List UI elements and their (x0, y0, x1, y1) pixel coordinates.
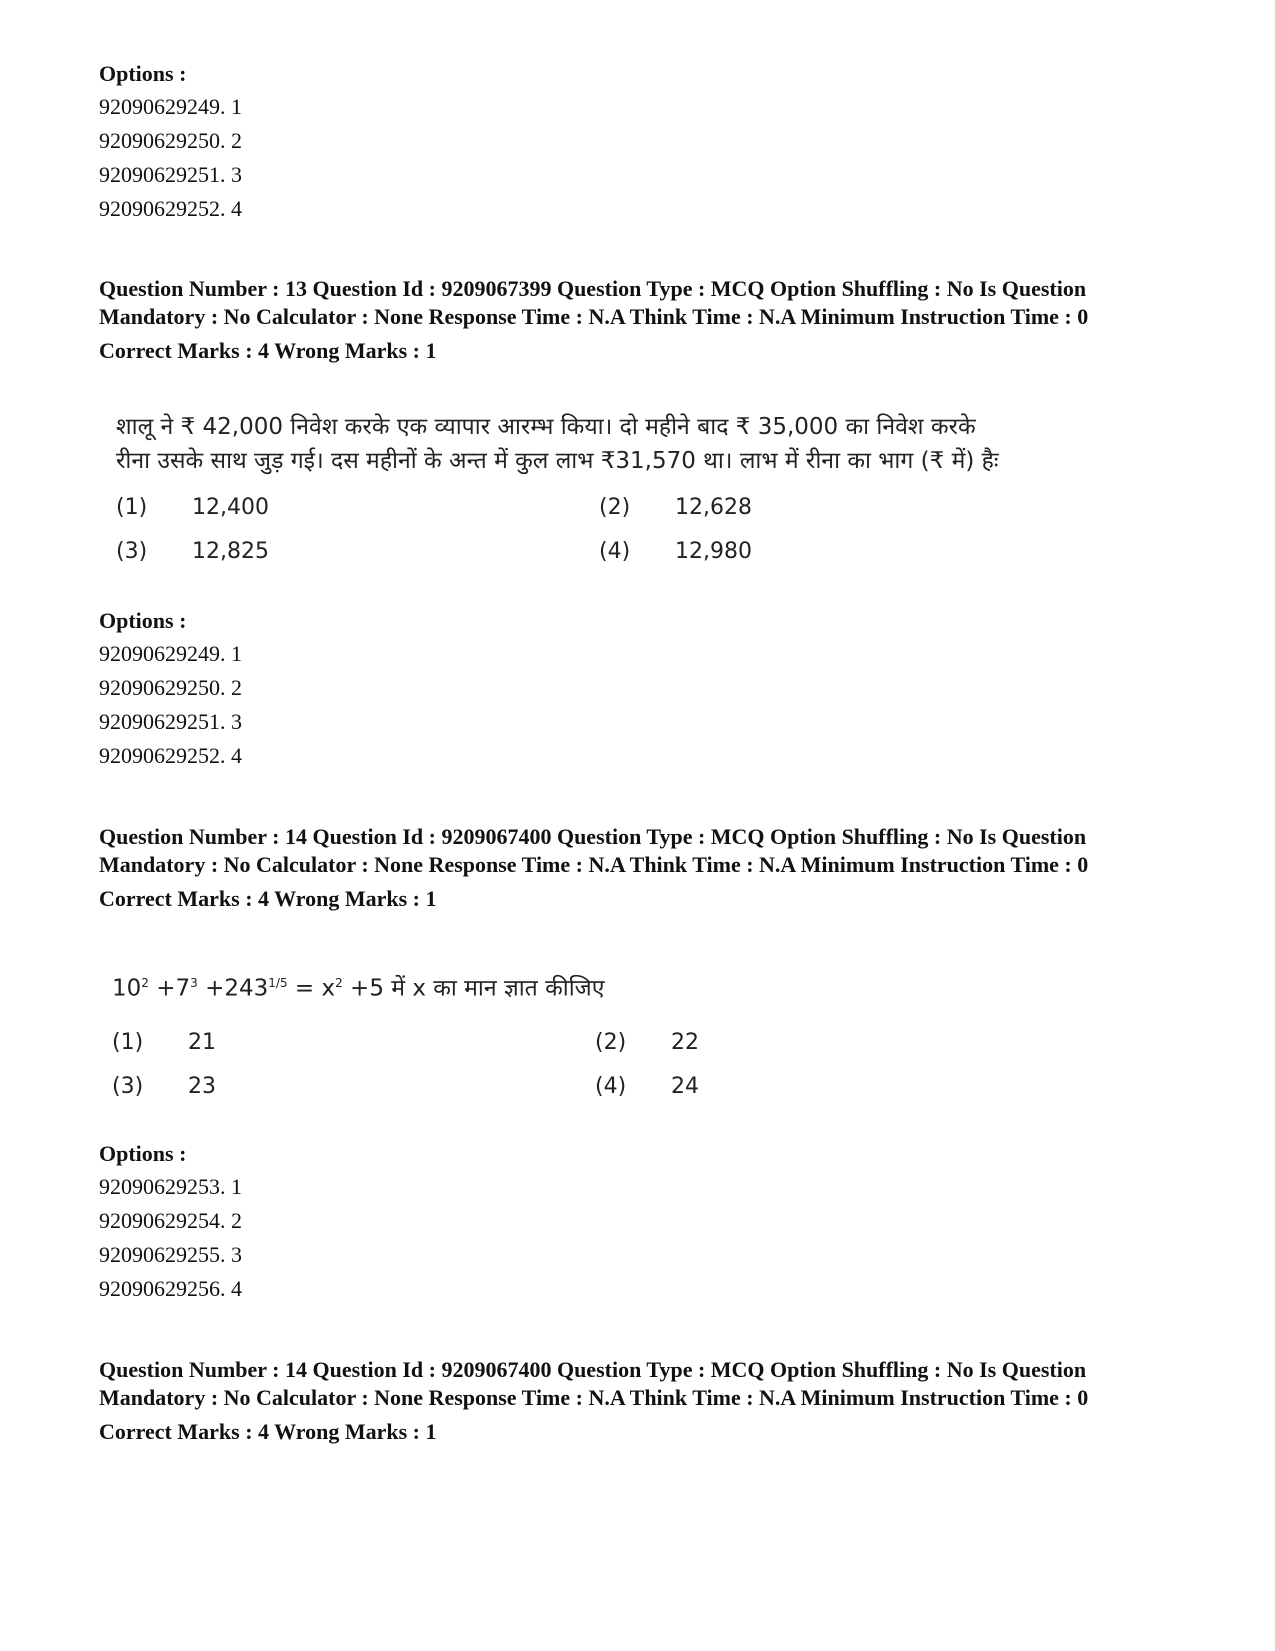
question-meta: Question Number : 14 Question Id : 9209067400 Question Type : MCQ Option Shuffling : No Is Question Mandatory : No Calculator : None Response Time : N.A Think Time : N.A Minimum Instruction Time : 0 (99, 1357, 1089, 1410)
options-label: Options : (99, 61, 187, 86)
question-line: शालू ने ₹ 42,000 निवेश करके एक व्यापार आरम्भ किया। दो महीने बाद ₹ 35,000 का निवेश करके (116, 414, 976, 440)
question-13-header (99, 275, 1199, 365)
marks-line: Correct Marks : 4 Wrong Marks : 1 (99, 1419, 437, 1444)
option-item: 92090629250. 2 (99, 128, 242, 153)
choice-3: (3) 23 (112, 1074, 216, 1099)
choice-1: (1) 21 (112, 1030, 216, 1055)
option-item: 92090629249. 1 (99, 94, 242, 119)
question-line: रीना उसके साथ जुड़ गई। दस महीनों के अन्त में कुल लाभ ₹31,570 था। लाभ में रीना का भाग (₹ में) हैः (116, 448, 999, 474)
question-meta: Question Number : 14 Question Id : 9209067400 Question Type : MCQ Option Shuffling : No Is Question Mandatory : No Calculator : None Response Time : N.A Think Time : N.A Minimum Instruction Time : 0 (99, 824, 1089, 877)
options-block-13 (99, 607, 1199, 773)
option-item: 92090629255. 3 (99, 1242, 242, 1267)
choice-3: (3) 12,825 (116, 539, 269, 564)
option-item: 92090629252. 4 (99, 743, 242, 768)
question-meta: Question Number : 13 Question Id : 9209067399 Question Type : MCQ Option Shuffling : No Is Question Mandatory : No Calculator : None Response Time : N.A Think Time : N.A Minimum Instruction Time : 0 (99, 276, 1089, 329)
question-14-repeat-header (99, 1356, 1199, 1446)
choice-2: (2) 22 (595, 1030, 699, 1055)
option-item: 92090629253. 1 (99, 1174, 242, 1199)
choice-2: (2) 12,628 (599, 495, 752, 520)
choice-4: (4) 12,980 (599, 539, 752, 564)
choice-4: (4) 24 (595, 1074, 699, 1099)
options-block-top (99, 60, 1199, 226)
question-13-text (116, 410, 1116, 478)
question-14-text: $10^2 +7^3 +243^{1/5} = x^2 +5$ में x का मान ज्ञात कीजिए (112, 975, 605, 1002)
option-item: 92090629252. 4 (99, 196, 242, 221)
options-block-14 (99, 1140, 1199, 1306)
question-14-header (99, 823, 1199, 913)
marks-line: Correct Marks : 4 Wrong Marks : 1 (99, 338, 437, 363)
option-item: 92090629250. 2 (99, 675, 242, 700)
option-item: 92090629249. 1 (99, 641, 242, 666)
choice-1: (1) 12,400 (116, 495, 269, 520)
question-14-choices (112, 1030, 812, 1120)
options-label: Options : (99, 1141, 187, 1166)
marks-line: Correct Marks : 4 Wrong Marks : 1 (99, 886, 437, 911)
option-item: 92090629251. 3 (99, 162, 242, 187)
option-item: 92090629251. 3 (99, 709, 242, 734)
option-item: 92090629256. 4 (99, 1276, 242, 1301)
options-label: Options : (99, 608, 187, 633)
option-item: 92090629254. 2 (99, 1208, 242, 1233)
question-13-choices (116, 495, 816, 585)
